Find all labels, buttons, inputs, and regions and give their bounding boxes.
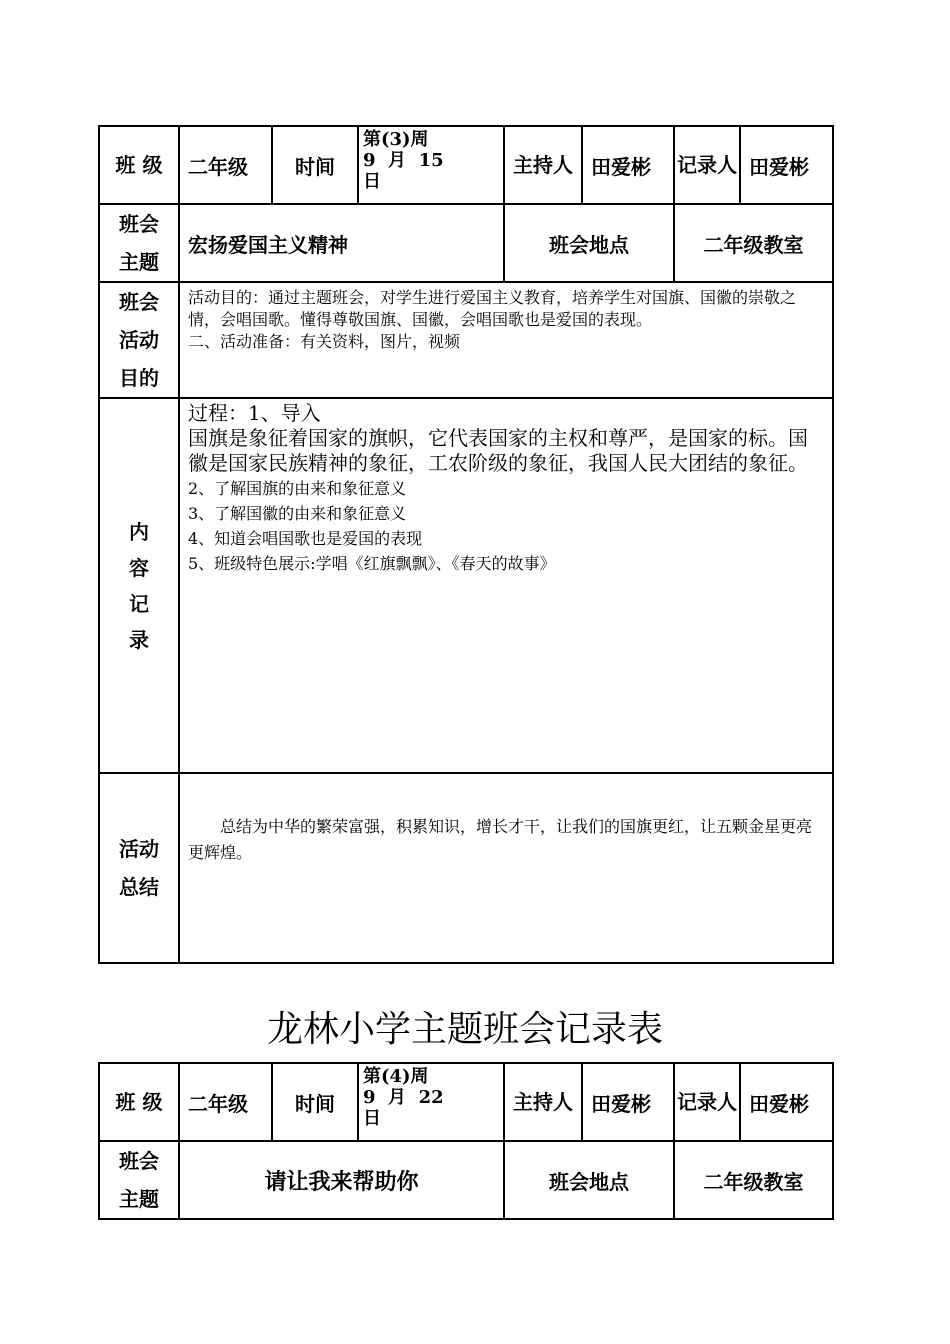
content-label-char-2: 容 <box>129 555 149 580</box>
content-big-1: 过程：1、导入 <box>188 401 321 425</box>
theme-label-2 <box>99 1141 179 1219</box>
recorder-label-2: 记录人 <box>674 1063 740 1141</box>
class-label-2: 班 级 <box>99 1063 179 1141</box>
host-value: 田爱彬 <box>582 126 674 204</box>
location-label: 班会地点 <box>504 204 674 282</box>
theme-label-2-line-2: 主题 <box>119 1187 159 1211</box>
purpose-label-line-2: 活动 <box>119 328 159 352</box>
recorder-label: 记录人 <box>674 126 740 204</box>
content-item-4: 4、知道会唱国歌也是爱国的表现 <box>188 529 423 548</box>
summary-label <box>99 773 179 963</box>
content-big-2: 国旗是象征着国家的旗帜，它代表国家的主权和尊严，是国家的标。国徽是国家民族精神的象征，工农阶级的象征，我国人民大团结的象征。 <box>188 426 808 475</box>
date-text-2: 9 月 22 <box>363 1087 444 1108</box>
purpose-paragraph-1: 活动目的：通过主题班会，对学生进行爱国主义教育，培养学生对国旗、国徽的崇敬之情，会唱国歌。懂得尊敬国旗、国徽，会唱国歌也是爱国的表现。 <box>188 288 797 329</box>
purpose-text <box>179 282 833 398</box>
time-label-2: 时间 <box>272 1063 358 1141</box>
class-label: 班 级 <box>99 126 179 204</box>
date-day-text-2: 日 <box>363 1108 381 1129</box>
week-text-2: 第(4)周 <box>363 1066 429 1087</box>
content-item-3: 3、了解国徽的由来和象征意义 <box>188 504 407 523</box>
date-text: 9 月 15 <box>363 150 444 171</box>
record-table-2 <box>98 1062 834 1220</box>
time-label: 时间 <box>272 126 358 204</box>
content-label-char-4: 录 <box>129 627 149 652</box>
content-label-char-1: 内 <box>129 519 149 544</box>
purpose-label-line-1: 班会 <box>119 290 159 314</box>
content-text <box>179 398 833 773</box>
time-value <box>358 126 504 204</box>
class-value-2: 二年级 <box>179 1063 272 1141</box>
location-value-2: 二年级教室 <box>674 1141 833 1219</box>
location-value: 二年级教室 <box>674 204 833 282</box>
summary-paragraph: 总结为中华的繁荣富强，积累知识，增长才干，让我们的国旗更红，让五颗金星更亮更辉煌。 <box>188 817 813 862</box>
purpose-label-line-3: 目的 <box>119 366 159 390</box>
class-value: 二年级 <box>179 126 272 204</box>
content-item-2: 2、了解国旗的由来和象征意义 <box>188 479 407 498</box>
theme-value-2: 请让我来帮助你 <box>179 1141 504 1219</box>
theme-label-line-1: 班会 <box>119 212 159 236</box>
recorder-value: 田爱彬 <box>740 126 833 204</box>
content-label-char-3: 记 <box>129 591 149 616</box>
page-title: 龙林小学主题班会记录表 <box>266 1009 663 1050</box>
summary-text <box>179 773 833 963</box>
host-label-2: 主持人 <box>504 1063 582 1141</box>
theme-label-2-line-1: 班会 <box>119 1149 159 1173</box>
content-item-5: 5、班级特色展示:学唱《红旗飘飘》、《春天的故事》 <box>188 554 556 573</box>
summary-label-line-2: 总结 <box>119 875 159 899</box>
purpose-label <box>99 282 179 398</box>
record-table-1 <box>98 125 834 964</box>
recorder-value-2: 田爱彬 <box>740 1063 833 1141</box>
theme-label <box>99 204 179 282</box>
purpose-paragraph-2: 二、活动准备：有关资料，图片，视频 <box>188 332 461 351</box>
summary-label-line-1: 活动 <box>119 837 159 861</box>
theme-value: 宏扬爱国主义精神 <box>179 204 504 282</box>
theme-label-line-2: 主题 <box>119 250 159 274</box>
content-label <box>99 398 179 773</box>
date-day-text: 日 <box>363 171 381 192</box>
location-label-2: 班会地点 <box>504 1141 674 1219</box>
time-value-2 <box>358 1063 504 1141</box>
host-value-2: 田爱彬 <box>582 1063 674 1141</box>
week-text: 第(3)周 <box>363 129 429 150</box>
host-label: 主持人 <box>504 126 582 204</box>
